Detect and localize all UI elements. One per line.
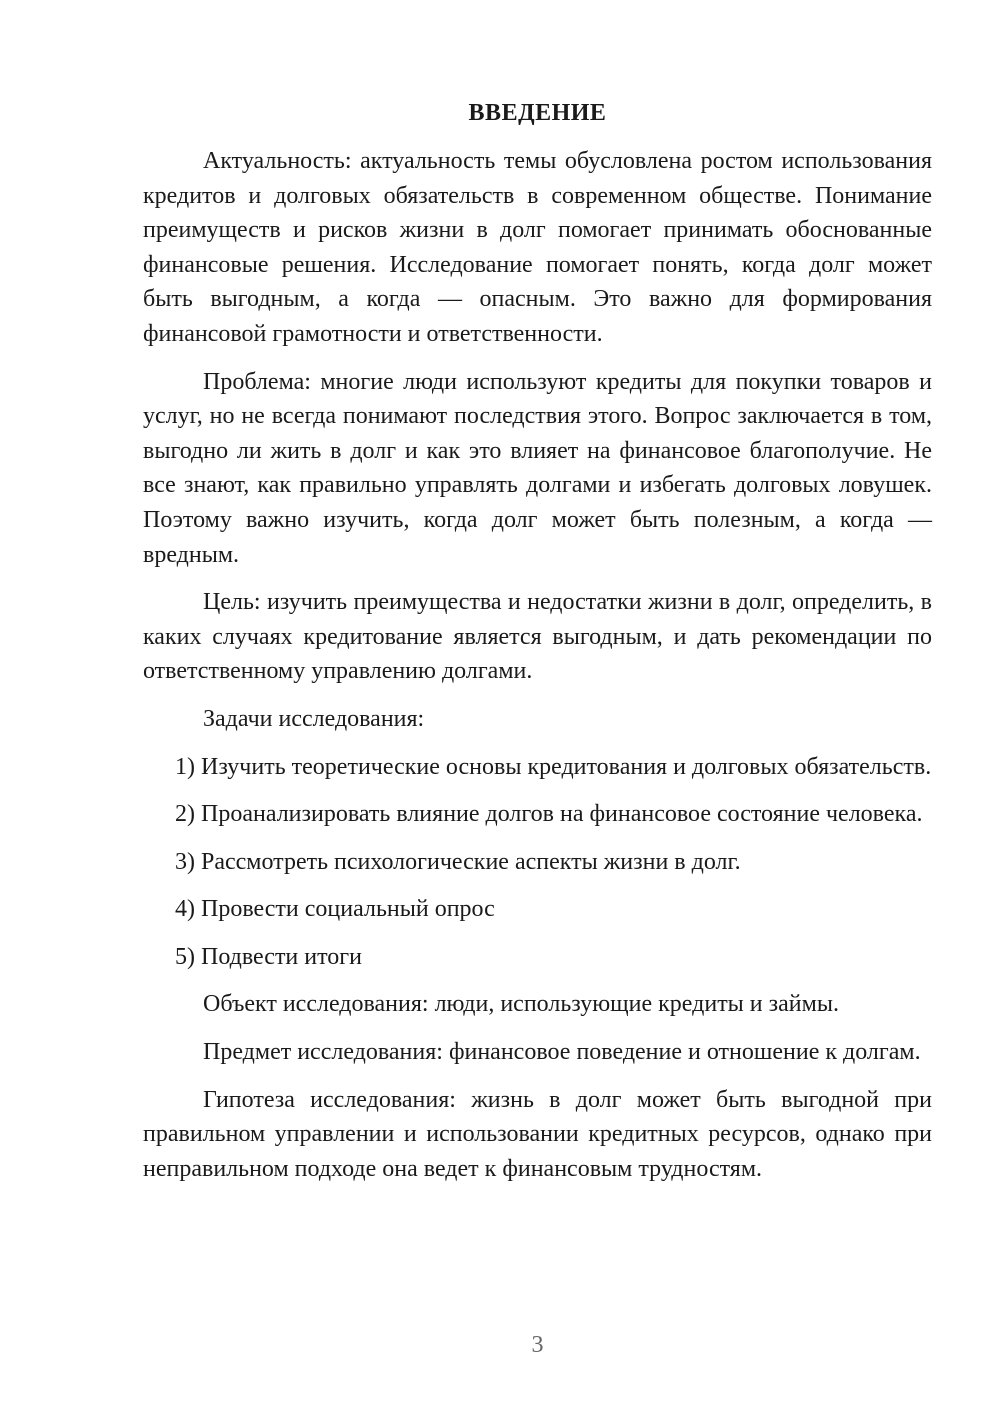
paragraph-goal: Цель: изучить преимущества и недостатки жизни в долг, определить, в каких случаях кредитование является выгодным, и дать рекомендации по ответственному управлению долгами. — [143, 589, 932, 685]
task-item-5 — [143, 940, 932, 975]
tasks-heading: Задачи исследования: — [203, 705, 425, 732]
task-number: 4) — [175, 896, 195, 923]
page-number: 3 — [531, 1332, 544, 1358]
paragraph-object: Объект исследования: люди, использующие кредиты и займы. — [203, 991, 839, 1018]
task-number: 1) — [175, 753, 195, 780]
paragraph-relevance: Актуальность: актуальность темы обусловлена ростом использования кредитов и долговых обязательств в современном обществе. Понимание преимуществ и рисков жизни в долг помогает принимать обоснованные финансовые решения. Исследование помогает понять, когда долг может быть выгодным, а когда — опасным. Это важно для формирования финансовой грамотности и ответственности. — [143, 148, 932, 347]
task-item-3 — [143, 845, 932, 880]
tasks-list — [143, 750, 932, 975]
task-item-1 — [143, 750, 932, 785]
task-text: Подвести итоги — [201, 943, 362, 970]
task-text: Провести социальный опрос — [201, 896, 495, 923]
paragraph-subject: Предмет исследования: финансовое поведение и отношение к долгам. — [203, 1039, 921, 1066]
task-item-4 — [143, 892, 932, 927]
task-text: Проанализировать влияние долгов на финансовое состояние человека. — [201, 801, 923, 828]
document-body — [143, 96, 932, 1199]
paragraph-problem: Проблема: многие люди используют кредиты для покупки товаров и услуг, но не всегда понимают последствия этого. Вопрос заключается в том, выгодно ли жить в долг и как это влияет на финансовое благополучие. Не все знают, как правильно управлять долгами и избегать долговых ловушек. Поэтому важно изучить, когда долг может быть полезным, а когда — вредным. — [143, 368, 932, 568]
page-title: ВВЕДЕНИЕ — [468, 100, 607, 126]
paragraph-hypothesis: Гипотеза исследования: жизнь в долг может быть выгодной при правильном управлении и использовании кредитных ресурсов, однако при неправильном подходе она ведет к финансовым трудностям. — [143, 1086, 932, 1182]
task-number: 3) — [175, 848, 195, 875]
task-number: 5) — [175, 943, 195, 970]
task-item-2 — [143, 797, 932, 832]
task-text: Изучить теоретические основы кредитования и долговых обязательств. — [201, 753, 932, 780]
task-text: Рассмотреть психологические аспекты жизни в долг. — [201, 848, 741, 875]
task-number: 2) — [175, 801, 195, 828]
